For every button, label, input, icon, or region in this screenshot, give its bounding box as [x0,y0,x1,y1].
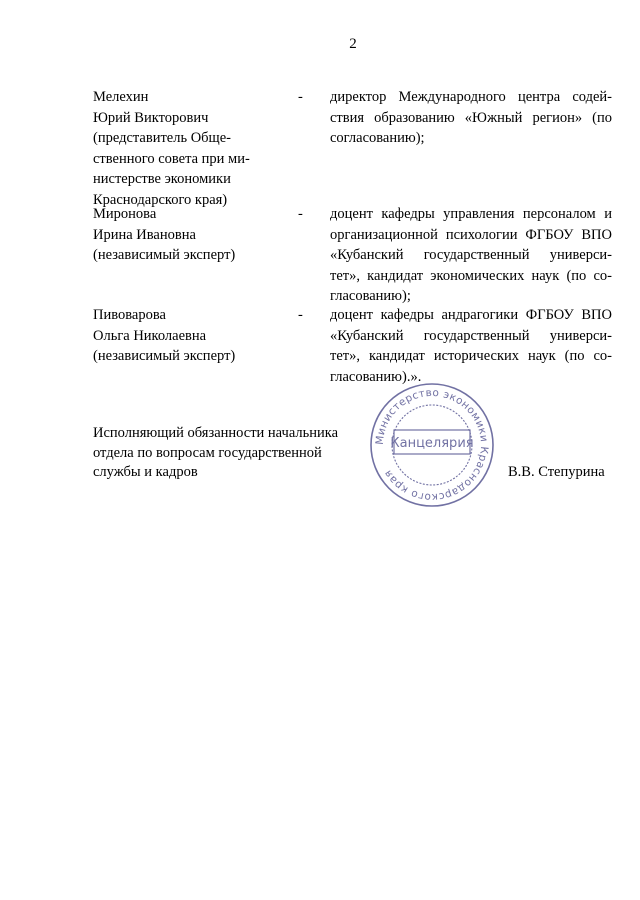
stamp-center-text: Канцелярия [390,436,474,451]
description-line: доцент кафедры управления персоналом и [330,206,612,222]
member-name-block [93,87,278,210]
member-name-line: (независимый эксперт) [93,348,236,364]
signatory-position-line: отдела по вопросам государственной [93,444,322,461]
description-line: доцент кафедры андрагогики ФГБОУ ВПО [330,307,612,323]
member-name-line: Пивоварова [93,307,166,323]
member-name-line: нистерстве экономики [93,171,231,187]
member-name-line: Краснодарского края) [93,191,228,208]
member-name-line: Юрий Викторович [93,109,209,126]
member-description [330,204,612,307]
member-description [330,305,612,387]
description-line: тет», кандидат экономических наук (по со- [330,267,612,284]
signatory-position [93,424,338,483]
description-line: согласованию); [330,130,425,146]
member-name-line: Ольга Николаевна [93,327,207,344]
member-name-line: Миронова [93,206,157,222]
description-line: «Кубанский государственный универси- [330,247,612,263]
description-line: гласованию); [330,288,411,304]
separator-dash: - [298,89,303,105]
description-line: директор Международного центра содей- [330,89,612,105]
office-seal-stamp [368,381,496,509]
description-line: ствия образованию «Южный регион» (по [330,109,612,126]
member-name-block [93,204,278,266]
member-name-line: Ирина Ивановна [93,226,196,243]
signatory-position-line: Исполняющий обязанности начальника [93,425,339,441]
stamp-ring-text: Министерство экономики Краснодарского края [373,386,491,504]
member-name-block [93,305,278,367]
member-description [330,87,612,149]
description-line: тет», кандидат исторических наук (по со- [330,348,612,364]
signatory-name: В.В. Степурина [508,464,605,480]
member-name-line: Мелехин [93,89,149,105]
member-name-line: (независимый эксперт) [93,247,236,263]
separator-dash: - [298,307,303,323]
member-name-line: (представитель Обще- [93,130,231,146]
page-number: 2 [349,36,357,52]
description-line: гласованию).». [330,368,422,385]
description-line: организационной психологии ФГБОУ ВПО [330,226,612,243]
description-line: «Кубанский государственный универси- [330,327,612,344]
member-name-line: ственного совета при ми- [93,150,250,167]
signatory-position-line: службы и кадров [93,464,198,480]
separator-dash: - [298,206,303,222]
